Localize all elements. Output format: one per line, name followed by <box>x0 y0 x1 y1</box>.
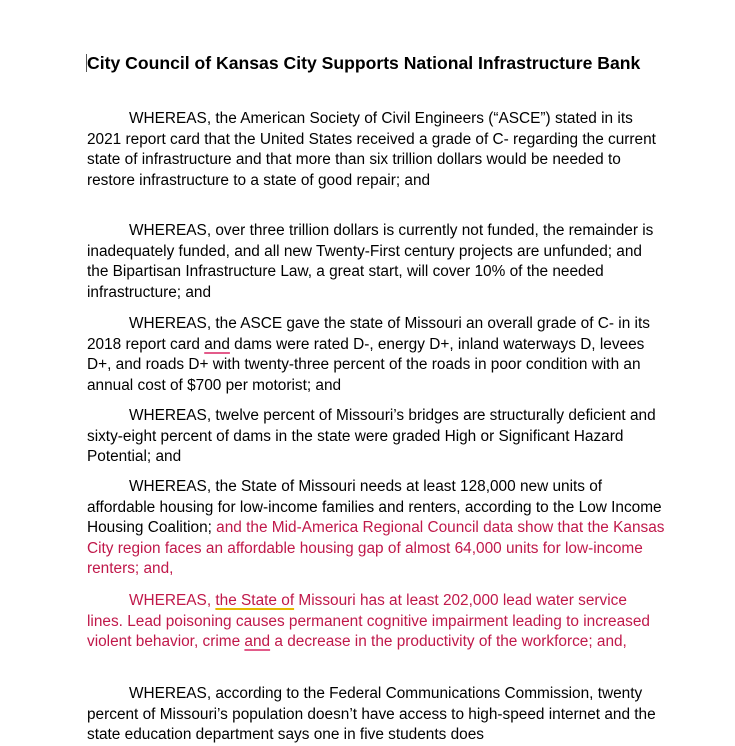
paragraph-asce-report <box>87 109 667 191</box>
paragraph-text: a decrease in the productivity of the workforce; and, <box>270 633 627 650</box>
document-title: City Council of Kansas City Supports National Infrastructure Bank <box>87 53 641 73</box>
spelling-flag[interactable]: and <box>244 633 271 650</box>
paragraph-unfunded <box>87 221 667 303</box>
spelling-flag[interactable]: and <box>204 335 230 353</box>
paragraph-text: WHEREAS, the American Society of Civil Engineers (“ASCE”) stated in its 2021 report card that the United States received a grade of C- regarding the current state of infrastructure and that more than six trillion dollars would be needed to restore infrastructure to a state of good repair; and <box>87 110 656 189</box>
paragraph-text: WHEREAS, according to the Federal Communications Commission, twenty percent of Missouri’s population doesn’t have access to high-speed internet and the state education department says one in five students does <box>87 685 656 743</box>
paragraph-text: WHEREAS, <box>129 592 216 609</box>
paragraph-text: Missouri has at least 202,000 lead water service lines. Lead poisoning causes permanent cognitive impairment leading to increased violent behavior, crime <box>87 592 650 650</box>
paragraph-text: WHEREAS, over three trillion dollars is currently not funded, the remainder is inadequately funded, and all new Twenty-First century projects are unfunded; and the Bipartisan Infrastructure Law, a great start, will cover 10% of the needed infrastructure; and <box>87 222 654 301</box>
paragraph-broadband <box>87 684 667 746</box>
paragraph-text: WHEREAS, the ASCE gave the state of Missouri an overall grade of C- in its 2018 report card <box>87 315 650 353</box>
paragraph-lead-lines <box>87 591 667 653</box>
paragraph-missouri-grade <box>87 314 667 396</box>
paragraph-text: dams were rated D-, energy D+, inland waterways D, levees D+, and roads D+ with twenty-three percent of the roads in poor condition with an annual cost of $700 per motorist; and <box>87 335 645 394</box>
paragraph-text: WHEREAS, the State of Missouri needs at least 128,000 new units of affordable housing for low-income families and renters, according to the Low Income Housing Coalition; <box>87 478 662 536</box>
tracked-insertion: and the Mid-America Regional Council data show that the Kansas City region faces an affordable housing gap of almost 64,000 units for low-income renters; and, <box>87 519 665 577</box>
paragraph-text: WHEREAS, twelve percent of Missouri’s bridges are structurally deficient and sixty-eight percent of dams in the state were graded High or Significant Hazard Potential; and <box>87 407 656 465</box>
paragraph-housing <box>87 477 667 580</box>
paragraph-bridges <box>87 406 667 468</box>
grammar-flag[interactable]: the State of <box>215 592 295 609</box>
